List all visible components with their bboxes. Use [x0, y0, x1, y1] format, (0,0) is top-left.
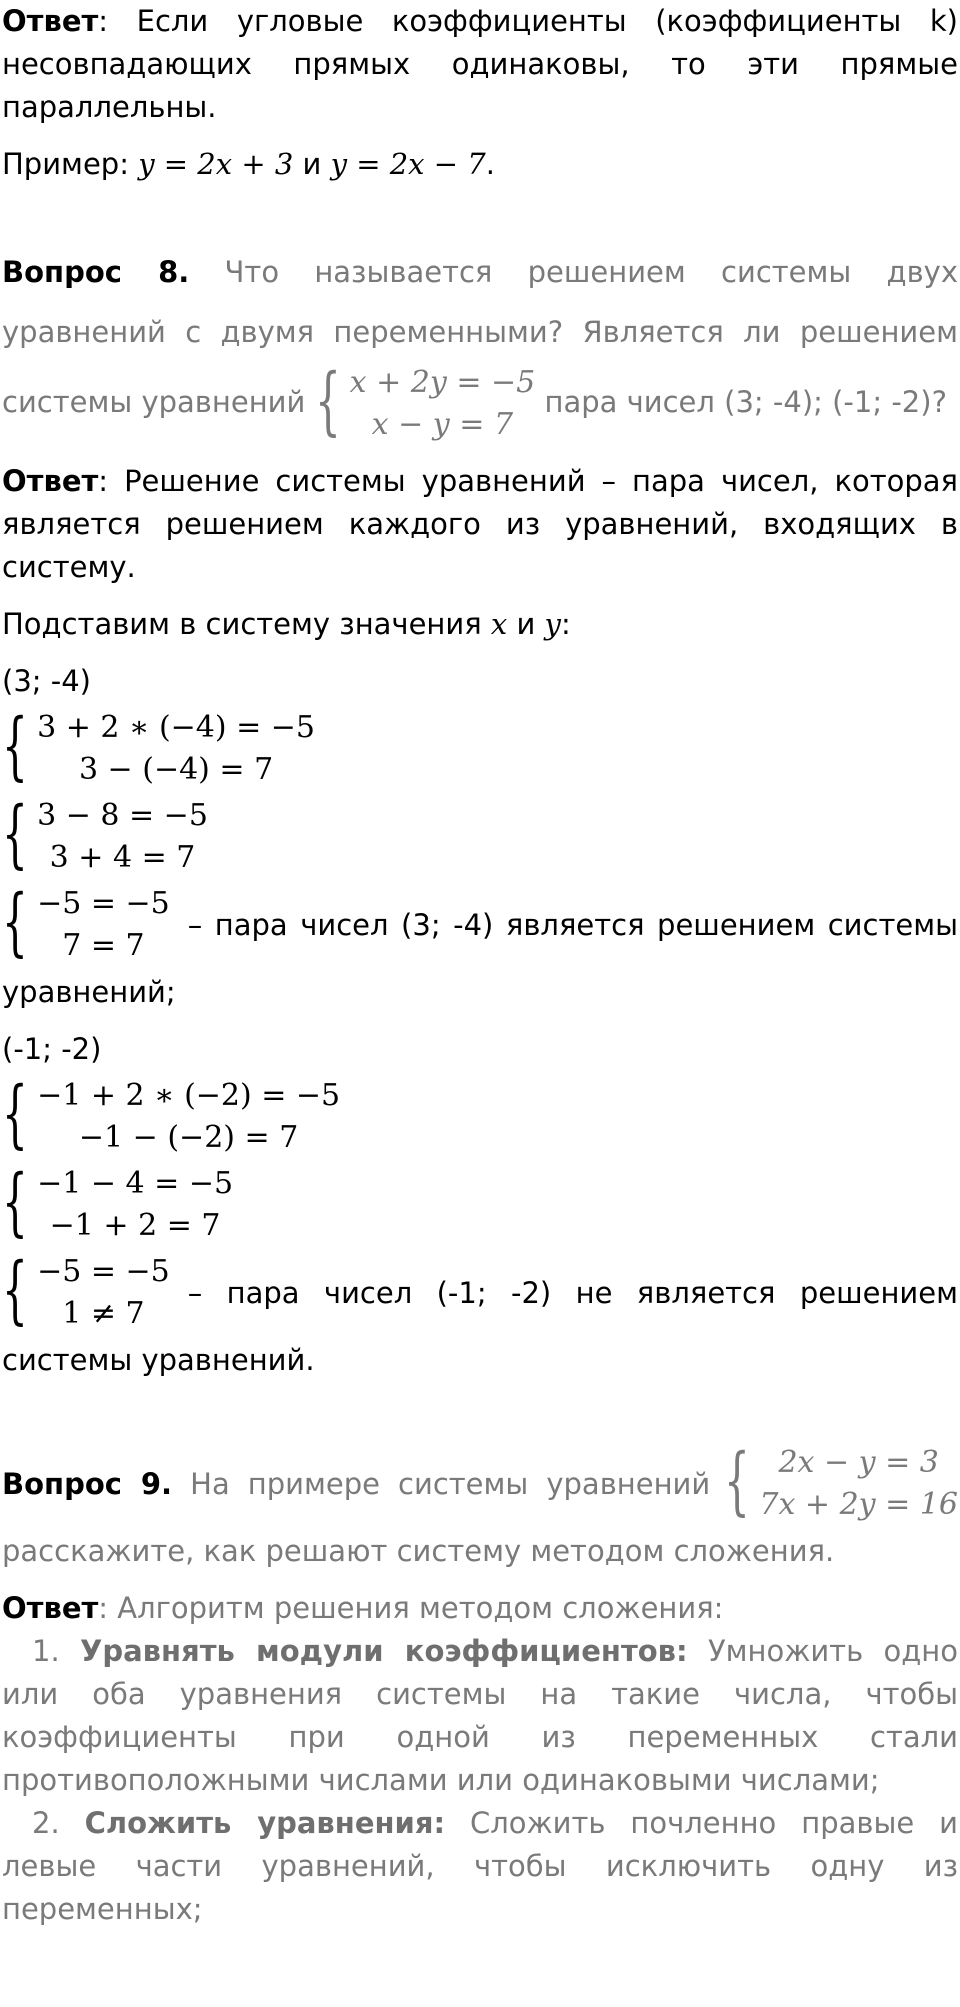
prev-example [2, 143, 958, 186]
answer-9-text: : Алгоритм решения методом сложения: [98, 1591, 724, 1625]
substitution-colon: : [560, 607, 571, 641]
prev-example-eq1: y = 2x + 3 [138, 147, 294, 181]
prev-example-and: и [293, 147, 331, 181]
question-9-label: Вопрос 9. [2, 1466, 173, 1501]
pair-1-conclusion: – пара чисел (3; -4) является решением системы [187, 907, 958, 942]
pair-1-system-2-eq2: 3 + 4 = 7 [49, 840, 196, 875]
pair-1-system-2-eq1: 3 − 8 = −5 [37, 798, 208, 833]
question-8-text-2: пара чисел (3; -4); (-1; -2)? [535, 385, 947, 419]
pair-1-system-1-eq2: 3 − (−4) = 7 [78, 752, 274, 787]
pair-1-system-3: { −5 = −5 7 = 7 – пара чисел (3; -4) является решением системы [2, 879, 958, 965]
pair-1-system-1-eq1: 3 + 2 ∗ (−4) = −5 [37, 710, 316, 745]
question-8-eq1: x + 2y = −5 [349, 365, 536, 400]
algorithm-item-2-number: 2. [32, 1806, 60, 1840]
question-8-label: Вопрос 8. [2, 255, 190, 289]
prev-answer-paragraph [2, 0, 958, 129]
algorithm-item-2-title: Сложить уравнения: [84, 1806, 446, 1840]
question-8-text: Что называется решением системы двух уравнений с двумя переменными? Является ли решением системы уравнений [2, 255, 958, 419]
pair-2-conclusion-2: системы уравнений. [2, 1343, 315, 1377]
pair-1-system-3-eq2: 7 = 7 [62, 928, 145, 963]
question-8-eq2: x − y = 7 [371, 407, 514, 442]
pair-2-system-3-eq1: −5 = −5 [37, 1254, 170, 1289]
question-9-text-2: расскажите, как решают систему методом сложения. [2, 1534, 835, 1568]
answer-8-label: Ответ [2, 464, 99, 498]
answer-9-label: Ответ [2, 1591, 99, 1625]
prev-example-label: Пример: [2, 147, 139, 181]
pair-2-system-3: { −5 = −5 1 ≠ 7 – пара чисел (-1; -2) не является решением [2, 1247, 958, 1333]
pair-1-label: (3; -4) [2, 664, 91, 698]
pair-2-system-1-eq1: −1 + 2 ∗ (−2) = −5 [37, 1078, 341, 1113]
question-9-text: На примере системы уравнений [172, 1466, 711, 1501]
prev-example-eq2: y = 2x − 7 [330, 147, 486, 181]
algorithm-item-1-title: Уравнять модули коэффициентов: [80, 1634, 688, 1668]
substitution-and: и [507, 607, 545, 641]
algorithm-list [2, 1630, 958, 1931]
pair-2-system-3-eq2: 1 ≠ 7 [62, 1296, 145, 1331]
pair-2-system-1: { −1 + 2 ∗ (−2) = −5 −1 − (−2) = 7 [2, 1071, 341, 1157]
pair-1-system-3-eq1: −5 = −5 [37, 886, 170, 921]
substitution-text: Подставим в систему значения [2, 607, 491, 641]
pair-2-system-2-eq2: −1 + 2 = 7 [49, 1208, 221, 1243]
algorithm-item-1-number: 1. [32, 1634, 60, 1668]
substitution-y: y [544, 607, 561, 641]
question-9-system: { 2x − y = 3 7x + 2y = 16 [724, 1438, 958, 1524]
answer-8-text: : Решение системы уравнений – пара чисел, которая является решением каждого из уравнений, входящих в систему. [2, 464, 958, 584]
algorithm-item-1 [2, 1630, 958, 1802]
substitution-x: x [490, 607, 508, 641]
pair-2-system-2: { −1 − 4 = −5 −1 + 2 = 7 [2, 1159, 234, 1245]
algorithm-item-1-text: Умножить одно или оба уравнения системы на такие числа, чтобы коэффициенты при одной из переменных стали противоположными числами или одинаковыми числами; [2, 1634, 958, 1797]
algorithm-item-2-text: Сложить почленно правые и левые части уравнений, чтобы исключить одну из переменных; [2, 1806, 958, 1926]
prev-answer-text: : Если угловые коэффициенты (коэффициенты k) несовпадающих прямых одинаковы, то эти прямые параллельны. [2, 4, 958, 124]
pair-1-system-1: { 3 + 2 ∗ (−4) = −5 3 − (−4) = 7 [2, 703, 316, 789]
question-8-system: { x + 2y = −5 x − y = 7 [314, 358, 536, 444]
pair-2-system-2-eq1: −1 − 4 = −5 [37, 1166, 234, 1201]
prev-answer-label: Ответ [2, 4, 99, 38]
prev-example-end: . [485, 147, 495, 181]
question-8 [2, 242, 958, 446]
pair-2-label: (-1; -2) [2, 1032, 102, 1066]
answer-9 [2, 1587, 958, 1630]
question-9 [2, 1438, 958, 1526]
pair-2-conclusion: – пара чисел (-1; -2) не является решением [187, 1275, 958, 1310]
pair-1-system-2: { 3 − 8 = −5 3 + 4 = 7 [2, 791, 208, 877]
substitution-line [2, 603, 958, 646]
pair-2-system-1-eq2: −1 − (−2) = 7 [78, 1120, 299, 1155]
question-9-eq1: 2x − y = 3 [778, 1445, 939, 1480]
question-9-eq2: 7x + 2y = 16 [759, 1487, 958, 1522]
pair-1-conclusion-2: уравнений; [2, 975, 176, 1009]
algorithm-item-2 [2, 1802, 958, 1931]
answer-8 [2, 460, 958, 589]
